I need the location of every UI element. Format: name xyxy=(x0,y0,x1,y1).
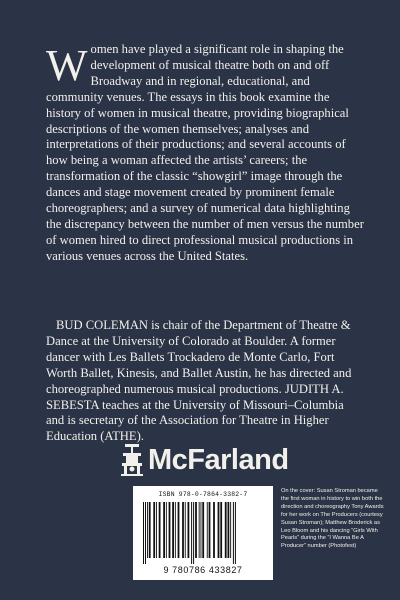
blurb-text: omen have played a significant role in shaping the development of musical theatre both on and off Broadway and in regional, educational, and community venues. The essays in this book examine the history of women in musical theatre, providing biographical descriptions of the women themselves; analyses and interpretations of their productions; and several accounts of how being a woman affected the artists’ careers; the transformation of the classic “showgirl” image through the dances and stage movement created by prominent female choreographers; and a survey of numerical data highlighting the discrepancy between the number of men versus the number of women hired to direct professional musical productions in various venues across the United States. xyxy=(46,42,364,263)
drop-cap: W xyxy=(46,41,88,90)
publisher-name: McFarland xyxy=(148,443,289,476)
barcode-bars xyxy=(141,502,265,564)
back-cover-blurb xyxy=(46,42,364,265)
cover-credit: On the cover: Susan Stroman became the first woman in history to win both the direction and choreography Tony Awards for her work on The Producers (courtesy Susan Stroman); Matthew Broderick as Leo Bloom and his dancing “Girls With Pearls” during the “I Wanna Be A Producer” number (Photofest) xyxy=(281,488,384,550)
publisher-logo xyxy=(120,441,320,479)
isbn-barcode xyxy=(133,486,273,580)
printing-press-icon xyxy=(120,443,144,477)
author-bio: BUD COLEMAN is chair of the Department of Theatre & Dance at the University of Colorado at Boulder. A former dancer with Les Ballets Trockadero de Monte Carlo, Fort Worth Ballet, Kinesis, and Ballet Austin, he has directed and choreographed numerous musical productions. JUDITH A. SEBESTA teaches at the University of Missouri–Columbia and is secretary of the Association for Theatre in Higher Education (ATHE). xyxy=(46,318,352,444)
barcode-digits: 9 780786 433827 xyxy=(163,565,243,575)
isbn-label: ISBN 978-0-7864-3382-7 xyxy=(158,491,248,498)
